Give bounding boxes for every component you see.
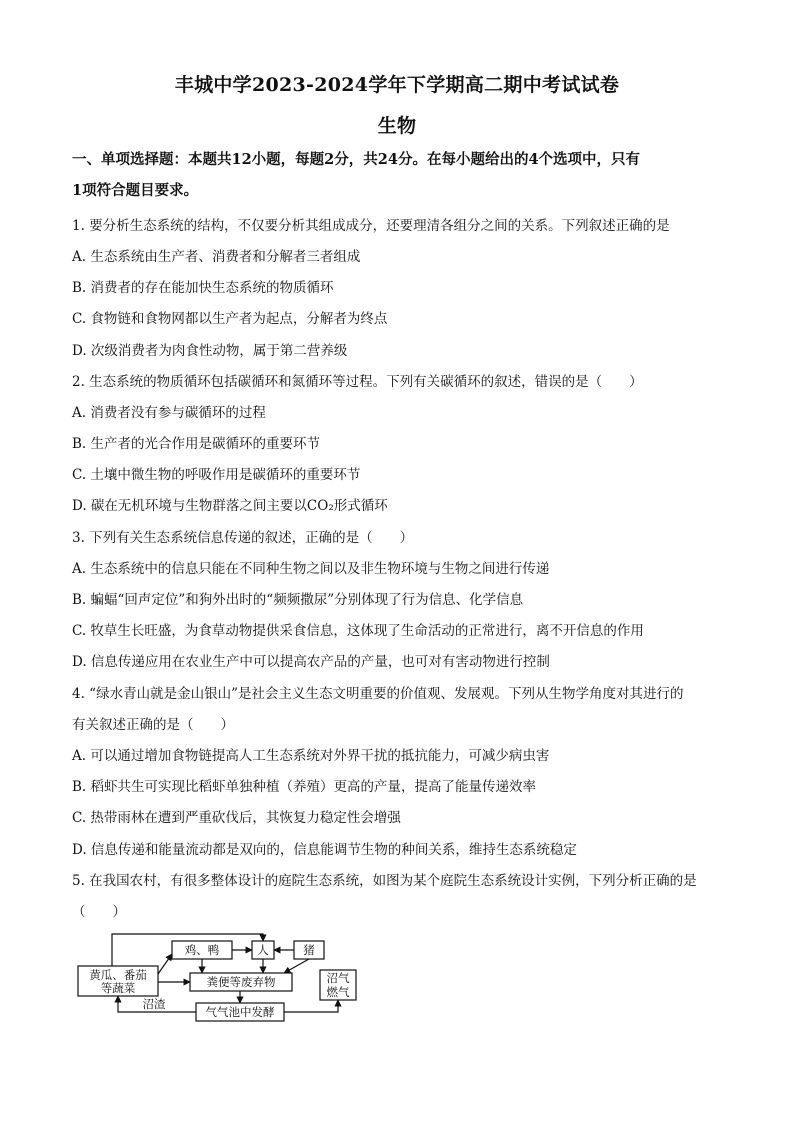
label-pig: 猪 [303, 943, 315, 957]
question-2-option-b: B. 生产者的光合作用是碳循环的重要环节 [72, 436, 321, 452]
question-2-option-a: A. 消费者没有参与碳循环的过程 [72, 405, 266, 421]
label-residue: 沼渣 [142, 997, 166, 1011]
question-5-stem-cont: （ ） [72, 904, 126, 920]
question-3-option-a: A. 生态系统中的信息只能在不同种生物之间以及非生物环境与生物之间进行传递 [72, 561, 550, 577]
question-2-option-d: D. 碳在无机环境与生物群落之间主要以CO₂形式循环 [72, 498, 388, 514]
label-biogas-2: 燃气 [326, 985, 350, 999]
label-vegetables-1: 黄瓜、番茄 [89, 968, 147, 982]
section-heading [72, 144, 722, 206]
question-1-option-c: C. 食物链和食物网都以生产者为起点，分解者为终点 [72, 311, 388, 327]
section-heading-line2: 1项符合题目要求。 [72, 182, 199, 199]
section-heading-line1: 一、单项选择题：本题共12小题，每题2分，共24分。在每小题给出的4个选项中，只有 [72, 151, 641, 168]
question-1-stem: 1. 要分析生态系统的结构，不仅要分析其组成成分，还要理清各组分之间的关系。下列叙述正确的是 [72, 218, 670, 234]
question-4-stem: 4. “绿水青山就是金山银山”是社会主义生态文明重要的价值观、发展观。下列从生物学角度对其进行的 [72, 686, 684, 702]
question-2-stem: 2. 生态系统的物质循环包括碳循环和氮循环等过程。下列有关碳循环的叙述，错误的是（ ） [72, 374, 643, 390]
question-4-option-b: B. 稻虾共生可实现比稻虾单独种植（养殖）更高的产量，提高了能量传递效率 [72, 779, 537, 795]
arrow-veg-to-chicken [158, 954, 172, 974]
question-4-option-a: A. 可以通过增加食物链提高人工生态系统对外界干扰的抵抗能力，可减少病虫害 [72, 748, 550, 764]
exam-subject: 生物 [377, 115, 417, 137]
question-5-stem: 5. 在我国农村，有很多整体设计的庭院生态系统，如图为某个庭院生态系统设计实例，下列分析正确的是 [72, 873, 697, 889]
question-4-stem-cont: 有关叙述正确的是（ ） [72, 717, 234, 733]
label-vegetables-2: 等蔬菜 [100, 981, 136, 995]
question-3-option-c: C. 牧草生长旺盛，为食草动物提供采食信息，这体现了生命活动的正常进行，离不开信息的作用 [72, 623, 644, 639]
question-3-stem: 3. 下列有关生态系统信息传递的叙述，正确的是（ ） [72, 530, 414, 546]
question-1-option-d: D. 次级消费者为肉食性动物，属于第二营养级 [72, 343, 348, 359]
question-4-option-c: C. 热带雨林在遭到严重砍伐后，其恢复力稳定性会增强 [72, 810, 401, 826]
question-3-option-b: B. 蝙蝠“回声定位”和狗外出时的“频频撒尿”分别体现了行为信息、化学信息 [72, 592, 524, 608]
question-1-option-b: B. 消费者的存在能加快生态系统的物质循环 [72, 280, 334, 296]
question-4-option-d: D. 信息传递和能量流动都是双向的，信息能调节生物的种间关系，维持生态系统稳定 [72, 842, 577, 858]
label-human: 人 [257, 943, 269, 957]
label-fermentation: 气气池中发酵 [205, 1005, 275, 1019]
label-chicken-duck: 鸡、鸭 [184, 943, 220, 957]
question-2-option-c: C. 土壤中微生物的呼吸作用是碳循环的重要环节 [72, 467, 361, 483]
arrow-fermentation-to-biogas [284, 1000, 338, 1012]
arrow-pig-to-waste [284, 959, 309, 973]
courtyard-ecosystem-diagram [72, 926, 372, 1026]
exam-title: 丰城中学2023-2024学年下学期高二期中考试试卷 [174, 74, 620, 96]
label-waste: 粪便等废弃物 [206, 975, 276, 989]
question-3-option-d: D. 信息传递应用在农业生产中可以提高农产品的产量，也可对有害动物进行控制 [72, 654, 550, 670]
question-1-option-a: A. 生态系统由生产者、消费者和分解者三者组成 [72, 249, 361, 265]
label-biogas-1: 沼气 [326, 971, 350, 985]
